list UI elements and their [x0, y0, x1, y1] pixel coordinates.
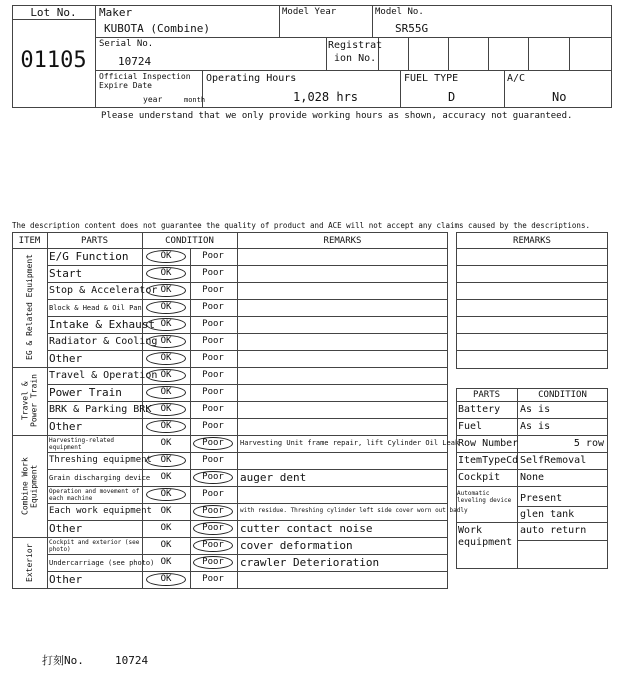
condition-poor: Poor [202, 404, 224, 414]
condition-ok-selected: OK [146, 335, 186, 348]
col-condition-header: CONDITION [165, 236, 214, 246]
col-parts-header: PARTS [80, 236, 109, 246]
part-label: Threshing equipment [49, 455, 152, 465]
condition-ok-selected: OK [146, 284, 186, 297]
part-label: Cockpit and exterior (see photo) [49, 539, 140, 553]
serial-value: 10724 [118, 55, 152, 68]
condition-ok-selected: OK [146, 318, 186, 331]
condition-ok-selected: OK [146, 352, 186, 365]
side-part-value: As is [520, 404, 551, 415]
side-remarks-header: REMARKS [513, 236, 551, 246]
side-part-value: None [520, 472, 545, 483]
part-label: Intake & Exhaust [49, 318, 155, 331]
condition-ok-selected: OK [146, 573, 186, 586]
remark-text: auger dent [240, 471, 307, 484]
condition-poor-selected: Poor [193, 522, 233, 535]
part-label: Other [49, 352, 83, 365]
side-part-label: Battery [458, 404, 501, 415]
col-remarks-header: REMARKS [323, 236, 362, 246]
category-label: Combine Work Equipment [20, 457, 39, 515]
month-label: month [184, 96, 206, 104]
condition-ok: OK [160, 557, 172, 567]
condition-poor-selected: Poor [193, 437, 233, 450]
disclaimer: The description content does not guarantee the quality of product and ACE will not accept any claims caused by the descriptions. [12, 221, 590, 230]
hours-value: 1,028 hrs [293, 90, 359, 104]
side-part-label: Row Number [458, 438, 519, 449]
condition-poor: Poor [202, 574, 224, 584]
category-label: EG & Related Equipment [25, 254, 34, 361]
remark-text: Harvesting Unit frame repair, lift Cylinder Oil Leak [240, 439, 460, 447]
category-label: Exterior [25, 543, 34, 582]
lot-number: 01105 [20, 48, 87, 73]
part-label: Start [49, 267, 83, 280]
ac-value: No [552, 90, 567, 104]
part-label: Radiator & Cooling [49, 335, 158, 347]
condition-ok-selected: OK [146, 301, 186, 314]
condition-ok: OK [160, 540, 172, 550]
work-equipment-label-2: equipment [458, 537, 513, 548]
condition-poor: Poor [202, 251, 224, 261]
part-label: BRK & Parking BRK [49, 403, 152, 415]
condition-poor-selected: Poor [193, 539, 233, 552]
side-part-value: As is [520, 421, 551, 432]
remark-text: crawler Deterioration [240, 556, 380, 569]
condition-ok-selected: OK [146, 420, 186, 433]
part-label: Power Train [49, 386, 122, 399]
stamp-label: 打刻No. [42, 654, 84, 667]
condition-poor: Poor [202, 268, 224, 278]
part-label: E/G Function [49, 250, 129, 263]
year-label: year [143, 95, 163, 104]
fuel-label: FUEL TYPE [404, 73, 459, 84]
remark-text: cutter contact noise [240, 522, 373, 535]
condition-poor: Poor [202, 370, 224, 380]
side-part-label: ItemTypeCd [458, 455, 519, 466]
col-item-header: ITEM [18, 236, 41, 246]
condition-ok-selected: OK [146, 386, 186, 399]
remark-text: with residue. Threshing cylinder left side cover worn out badly [240, 507, 468, 514]
auto-leveling-value: Present [520, 493, 563, 504]
fuel-value: D [448, 90, 456, 104]
condition-ok-selected: OK [146, 250, 186, 263]
condition-poor: Poor [202, 336, 224, 346]
condition-ok-selected: OK [146, 454, 186, 467]
condition-ok: OK [160, 472, 172, 482]
model-no-value: SR55G [395, 22, 429, 35]
part-label: Other [49, 573, 83, 586]
condition-poor: Poor [202, 421, 224, 431]
part-label: Each work equipment [49, 506, 152, 516]
auto-leveling-label: Automatic leveling device [457, 490, 512, 504]
inspection-label-2: Expire Date [99, 81, 152, 90]
registration-label-2: ion No. [334, 53, 377, 64]
inspection-label-1: Official Inspection [99, 72, 191, 81]
condition-poor: Poor [202, 353, 224, 363]
condition-ok: OK [160, 506, 172, 516]
part-label: Other [49, 522, 83, 535]
part-label: Undercarriage (see photo) [49, 558, 155, 567]
work-value: auto return [520, 525, 587, 536]
side-part-value: 5 row [573, 438, 604, 449]
category-label: Travel & Power Train [20, 374, 39, 428]
work-equipment-label-1: Work [458, 525, 483, 536]
hours-label: Operating Hours [206, 73, 297, 84]
side-parts-header: PARTS [472, 390, 501, 400]
part-label: Block & Head & Oil Pan [49, 303, 142, 312]
condition-ok-selected: OK [146, 369, 186, 382]
condition-poor-selected: Poor [193, 471, 233, 484]
condition-ok-selected: OK [146, 267, 186, 280]
remark-text: cover deformation [240, 539, 353, 552]
part-label: Travel & Operation [49, 369, 158, 381]
condition-poor: Poor [202, 489, 224, 499]
part-label: Other [49, 420, 83, 433]
condition-ok-selected: OK [146, 403, 186, 416]
condition-ok-selected: OK [146, 488, 186, 501]
side-part-label: Cockpit [458, 472, 501, 483]
stamp-value: 10724 [115, 654, 149, 667]
part-label: Harvesting-related equipment [49, 437, 115, 451]
condition-poor: Poor [202, 285, 224, 295]
condition-poor-selected: Poor [193, 556, 233, 569]
condition-ok: OK [160, 523, 172, 533]
model-year-label: Model Year [282, 7, 337, 17]
side-remarks-frame [456, 232, 608, 369]
condition-poor: Poor [202, 387, 224, 397]
side-part-label: Fuel [458, 421, 483, 432]
condition-ok: OK [160, 438, 172, 448]
maker-value: KUBOTA (Combine) [104, 22, 210, 35]
serial-label: Serial No. [99, 39, 154, 49]
lot-label: Lot No. [30, 6, 77, 19]
side-part-value: SelfRemoval [520, 455, 587, 466]
ac-label: A/C [507, 73, 526, 84]
registration-label-1: Registrat [328, 40, 383, 51]
model-no-label: Model No. [375, 7, 424, 17]
condition-poor-selected: Poor [193, 505, 233, 518]
maker-label: Maker [99, 6, 133, 19]
part-label: Operation and movement of each machine [49, 488, 140, 502]
work-value: glen tank [520, 509, 575, 520]
part-label: Grain discharging device [49, 473, 151, 482]
condition-poor: Poor [202, 455, 224, 465]
side-condition-header: CONDITION [538, 390, 587, 400]
part-label: Stop & Accelerator [49, 284, 158, 296]
hours-note: Please understand that we only provide working hours as shown, accuracy not guaranteed. [101, 111, 573, 121]
condition-poor: Poor [202, 302, 224, 312]
condition-poor: Poor [202, 319, 224, 329]
